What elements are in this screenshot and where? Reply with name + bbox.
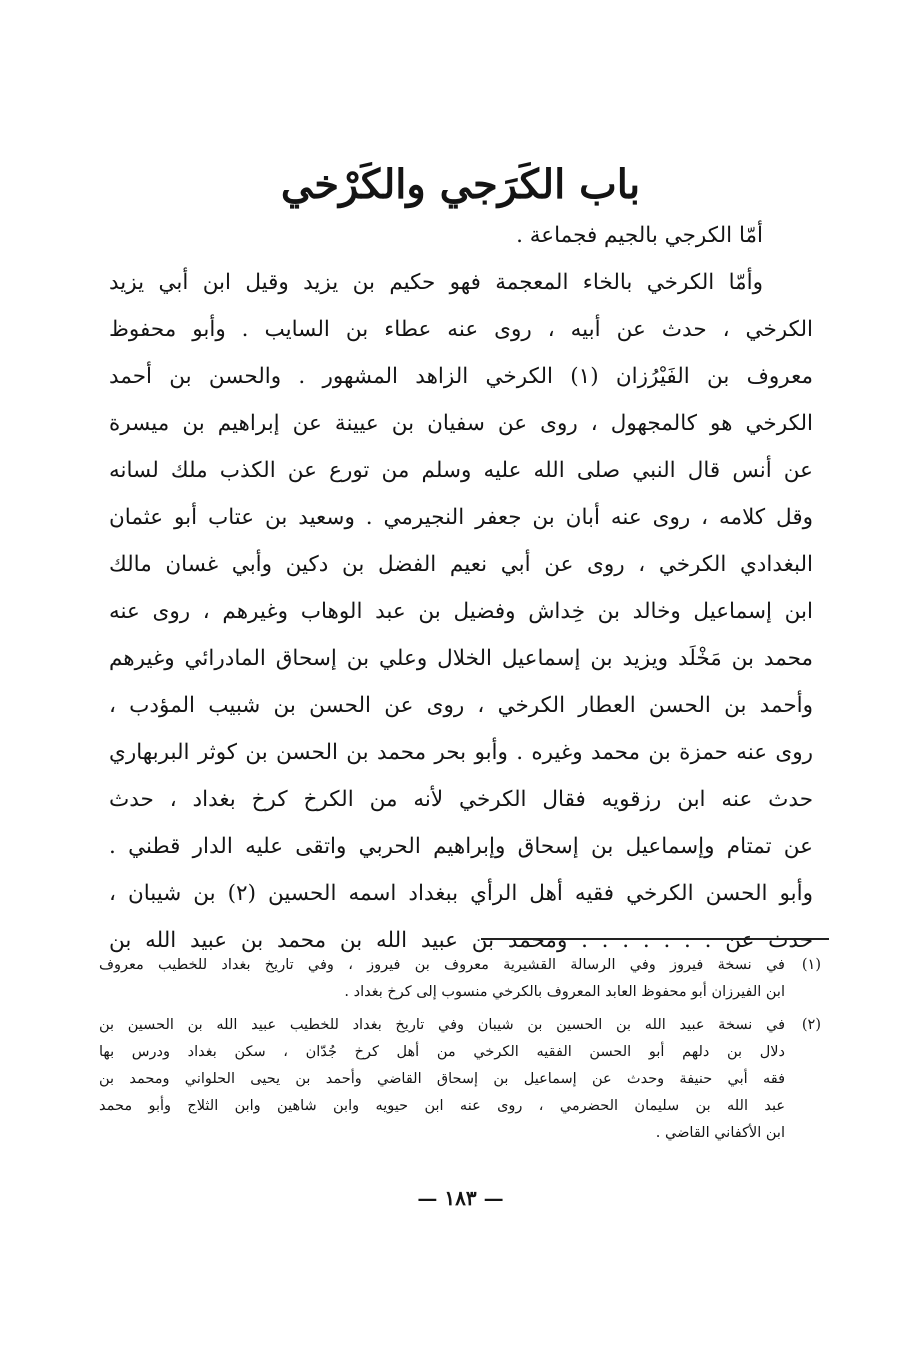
footnote-line: [99, 1012, 821, 1039]
body-line: محمد بن مَخْلَد ويزيد بن إسماعيل الخلال وعلي بن إسحاق المادرائي وغيرهم: [109, 646, 813, 671]
body-line: معروف بن الفَيْرُزان (١) الكرخي الزاهد المشهور . والحسن بن أحمد: [109, 364, 813, 389]
footnote-separator: [481, 938, 829, 940]
body-line: البغدادي الكرخي ، روى عن أبي نعيم الفضل بن دكين وأبي غسان مالك: [109, 552, 813, 577]
body-line: وقل كلامه ، روى عنه أبان بن جعفر النجيرمي . وسعيد بن عتاب أبو عثمان: [109, 505, 813, 530]
footnote-line: ابن الفيرزان أبو محفوظ العابد المعروف بالكرخي منسوب إلى كرخ بغداد .: [344, 984, 785, 1000]
page-number: — ١٨٣ —: [417, 1186, 504, 1210]
body-line: عن أنس قال النبي صلى الله عليه وسلم من تورع عن الكذب ملك لسانه: [109, 458, 813, 483]
footnote-text: في نسخة فيروز وفي الرسالة القشيرية معروف بن فيروز ، وفي تاريخ بغداد للخطيب معروف: [99, 957, 785, 973]
footnotes: [99, 952, 821, 1153]
body-line: عن تمتام وإسماعيل بن إسحاق وإبراهيم الحربي واتقى عليه الدار قطني .: [109, 834, 813, 859]
chapter-title: باب الكَرَجي والكَرْخي: [280, 161, 641, 208]
body-line: وأمّا الكرخي بالخاء المعجمة فهو حكيم بن يزيد وقيل ابن أبي يزيد: [109, 270, 763, 295]
footnote-number: (١): [801, 957, 821, 973]
body-line: روى عنه حمزة بن محمد وغيره . وأبو بحر محمد بن الحسن بن كوثر البربهاري: [109, 740, 813, 765]
footnote-line: عبد الله بن سليمان الحضرمي ، روى عنه ابن حيويه وابن شاهين وابن الثلاج وأبو محمد: [99, 1098, 785, 1114]
body-line: ابن إسماعيل وخالد بن خِداش وفضيل بن عبد الوهاب وغيرهم ، روى عنه: [109, 599, 813, 624]
footnote-1: [99, 952, 821, 1006]
body-text: [109, 212, 813, 964]
body-line: وأحمد بن الحسن العطار الكرخي ، روى عن الحسن بن شبيب المؤدب ،: [109, 693, 813, 718]
body-line: حدث عنه ابن رزقويه فقال الكرخي لأنه من الكرخ كرخ بغداد ، حدث: [109, 787, 813, 812]
footnote-line: فقه أبي حنيفة وحدث عن إسماعيل بن إسحاق القاضي وأحمد بن يحيى الحلواني ومحمد بن: [99, 1071, 785, 1087]
footnote-line: دلال بن دلهم أبو الحسن الفقيه الكرخي من أهل كرخ جُدّان ، سكن بغداد ودرس بها: [99, 1044, 785, 1060]
footnote-line: [99, 952, 821, 979]
body-line: الكرخي ، حدث عن أبيه ، روى عنه عطاء بن السايب . وأبو محفوظ: [109, 317, 813, 342]
body-line: الكرخي هو كالمجهول ، روى عن سفيان بن عيينة عن إبراهيم بن ميسرة: [109, 411, 813, 436]
footnote-line: ابن الأكفاني القاضي .: [655, 1125, 785, 1141]
footnote-2: [99, 1012, 821, 1147]
footnote-text: في نسخة عبيد الله بن الحسين بن شيبان وفي تاريخ بغداد للخطيب عبيد الله بن الحسين بن: [99, 1017, 785, 1033]
body-line: أمّا الكرجي بالجيم فجماعة .: [516, 223, 763, 248]
footnote-number: (٢): [801, 1017, 821, 1033]
body-line: وأبو الحسن الكرخي فقيه أهل الرأي ببغداد اسمه الحسين (٢) بن شيبان ،: [109, 881, 813, 906]
body-line: حدث عن . . . . . . . ومحمد بن عبيد الله بن محمد بن عبيد الله بن: [109, 928, 813, 953]
